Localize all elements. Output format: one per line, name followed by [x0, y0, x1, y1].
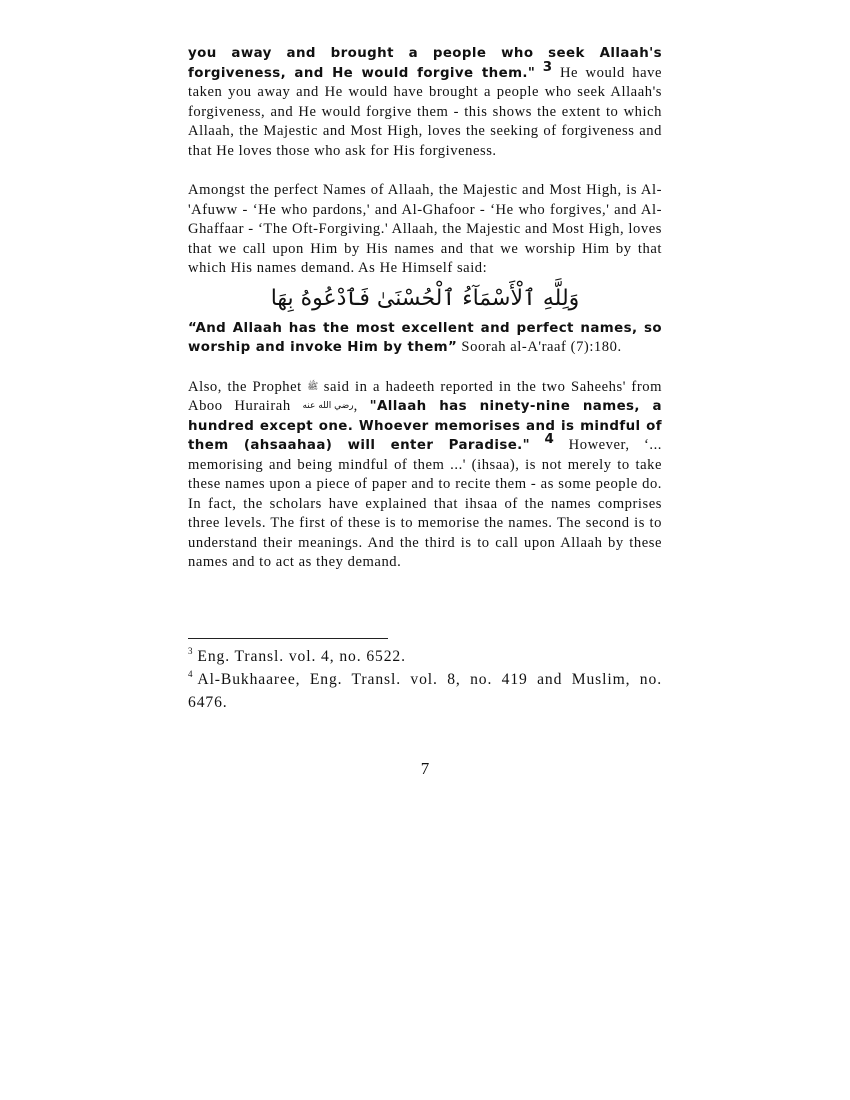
footnote-4: [188, 668, 662, 714]
paragraph-names: [188, 181, 662, 279]
footnote-number: 4: [188, 669, 194, 679]
page-number: 7: [420, 759, 430, 778]
hadeeth-comma: ,: [353, 398, 370, 414]
verse-translation: [188, 319, 662, 358]
radiyallah-icon: رضي الله عنه: [302, 401, 354, 411]
footnote-3: [188, 645, 662, 668]
footnotes: [188, 645, 662, 714]
hadeeth-quote: "Allaah has ninety-nine names, a hundred except one. Whoever memorises and is mindful of them (ahsaahaa) will enter Paradise.": [188, 399, 662, 453]
footnote-number: 3: [188, 646, 194, 656]
spacer: [188, 358, 662, 378]
paragraph-forgiveness-text: He would have taken you away and He would have brought a people who seek Allaah's forgiveness, and He would forgive them - this shows the extent to which Allaah, the Majestic and Most High, loves the seeking of forgiveness and that He loves those who ask for His forgiveness.: [188, 64, 663, 159]
paragraph-hadeeth: [188, 378, 662, 573]
salawat-icon: ﷺ: [307, 381, 319, 392]
footnote-ref-4[interactable]: 4: [544, 432, 555, 447]
paragraph-hadeeth-text: However, ‘... memorising and being mindful of them ...' (ihsaa), is not merely to take these names upon a piece of paper and to recite them - as some people do. In fact, the scholars have explained that ihsaa of the names comprises three levels. The first of these is to memorise the names. The second is to understand their meanings. And the third is to call upon Allaah by these names and to act as they demand.: [188, 437, 663, 570]
hadeeth-intro: Also, the Prophet: [188, 378, 308, 395]
footnote-divider: [188, 638, 388, 639]
spacer: [188, 161, 662, 181]
arabic-verse: وَلِلَّهِ ٱلْأَسْمَآءُ ٱلْحُسْنَىٰ فَٱدْعُوهُ بِهَا: [270, 285, 580, 311]
hadeeth-source: said in a hadeeth reported in the two Saheehs' from Aboo Hurairah: [188, 378, 663, 414]
hadeeth-quote-ending: you away and brought a people who seek Allaah's forgiveness, and He would forgive them.": [188, 46, 662, 81]
footnote-text: Al-Bukhaaree, Eng. Transl. vol. 8, no. 419 and Muslim, no. 6476.: [188, 671, 662, 711]
verse-reference: Soorah al-A'raaf (7):180.: [457, 339, 622, 355]
verse-translation-text: “And Allaah has the most excellent and perfect names, so worship and invoke Him by them”: [188, 320, 662, 355]
paragraph-names-text: Amongst the perfect Names of Allaah, the Majestic and Most High, is Al-'Afuww - ‘He who pardons,' and Al-Ghafoor - ‘He who forgives,' and Al-Ghaffaar - ‘The Oft-Forgiving.' Allaah, the Majestic and Most High, loves that we call upon Him by His names and that we worship Him by that which His names demand. As He Himself said:: [188, 182, 662, 276]
footnote-ref-3[interactable]: 3: [542, 59, 553, 75]
page-body: [188, 44, 662, 573]
footnote-text: Eng. Transl. vol. 4, no. 6522.: [197, 648, 406, 665]
paragraph-forgiveness: [188, 44, 662, 161]
